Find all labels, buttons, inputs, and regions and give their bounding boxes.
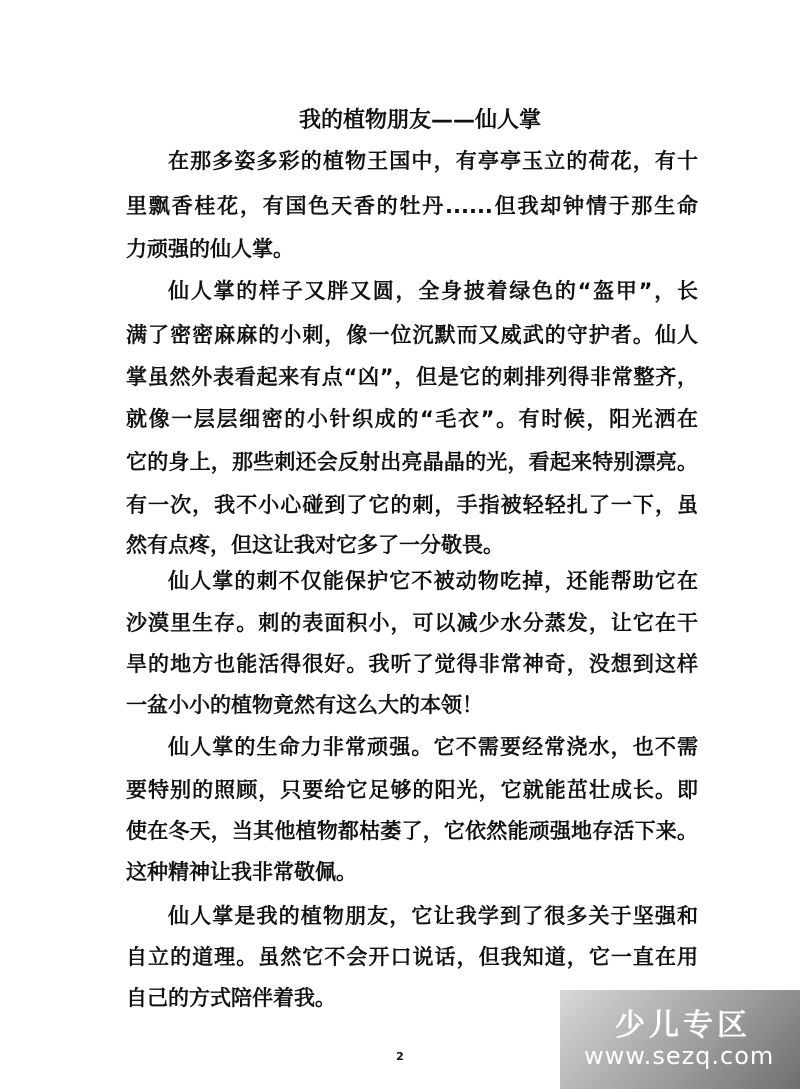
paragraph-line: 仙人掌是我的植物朋友，它让我学到了很多关于坚强和 [168, 904, 698, 928]
paragraph-line: 力顽强的仙人掌。 [126, 237, 294, 261]
paragraph-line: 旱的地方也能活得很好。我听了觉得非常神奇，没想到这样 [126, 652, 698, 676]
paragraph-line: 就像一层层细密的小针织成的“毛衣”。有时候，阳光洒在 [126, 407, 698, 431]
paragraph-line: 有一次，我不小心碰到了它的刺，手指被轻轻扎了一下，虽 [126, 493, 698, 517]
paragraph-line: 满了密密麻麻的小刺，像一位沉默而又威武的守护者。仙人 [126, 323, 698, 347]
document-title: 我的植物朋友——仙人掌 [298, 108, 541, 133]
paragraph-line: 要特别的照顾，只要给它足够的阳光，它就能茁壮成长。即 [126, 778, 698, 802]
paragraph-line: 自己的方式陪伴着我。 [126, 986, 336, 1010]
paragraph-line: 里飘香桂花，有国色天香的牡丹......但我却钟情于那生命 [126, 194, 698, 218]
paragraph-line: 这种精神让我非常敬佩。 [126, 860, 357, 884]
paragraph-line: 仙人掌的刺不仅能保护它不被动物吃掉，还能帮助它在 [168, 569, 698, 593]
paragraph-line: 使在冬天，当其他植物都枯萎了，它依然能顽强地存活下来。 [126, 819, 698, 843]
paragraph-line: 它的身上，那些刺还会反射出亮晶晶的光，看起来特别漂亮。 [126, 450, 698, 474]
watermark-logo [560, 990, 800, 1089]
page-number: 2 [396, 1050, 404, 1063]
paragraph-line: 然有点疼，但这让我对它多了一分敬畏。 [126, 533, 504, 557]
watermark-url: www.sezq.com [584, 1042, 775, 1070]
paragraph-line: 一盆小小的植物竟然有这么大的本领！ [126, 693, 483, 717]
paragraph-line: 在那多姿多彩的植物王国中，有亭亭玉立的荷花，有十 [168, 149, 698, 173]
paragraph-line: 沙漠里生存。刺的表面积小，可以减少水分蒸发，让它在干 [126, 611, 698, 635]
paragraph-line: 掌虽然外表看起来有点“凶”，但是它的刺排列得非常整齐， [126, 365, 698, 389]
paragraph-line: 自立的道理。虽然它不会开口说话，但我知道，它一直在用 [126, 945, 698, 969]
watermark-name: 少儿专区 [615, 1008, 751, 1043]
paragraph-line: 仙人掌的生命力非常顽强。它不需要经常浇水，也不需 [168, 735, 698, 759]
paragraph-line: 仙人掌的样子又胖又圆，全身披着绿色的“盔甲”，长 [168, 279, 698, 303]
